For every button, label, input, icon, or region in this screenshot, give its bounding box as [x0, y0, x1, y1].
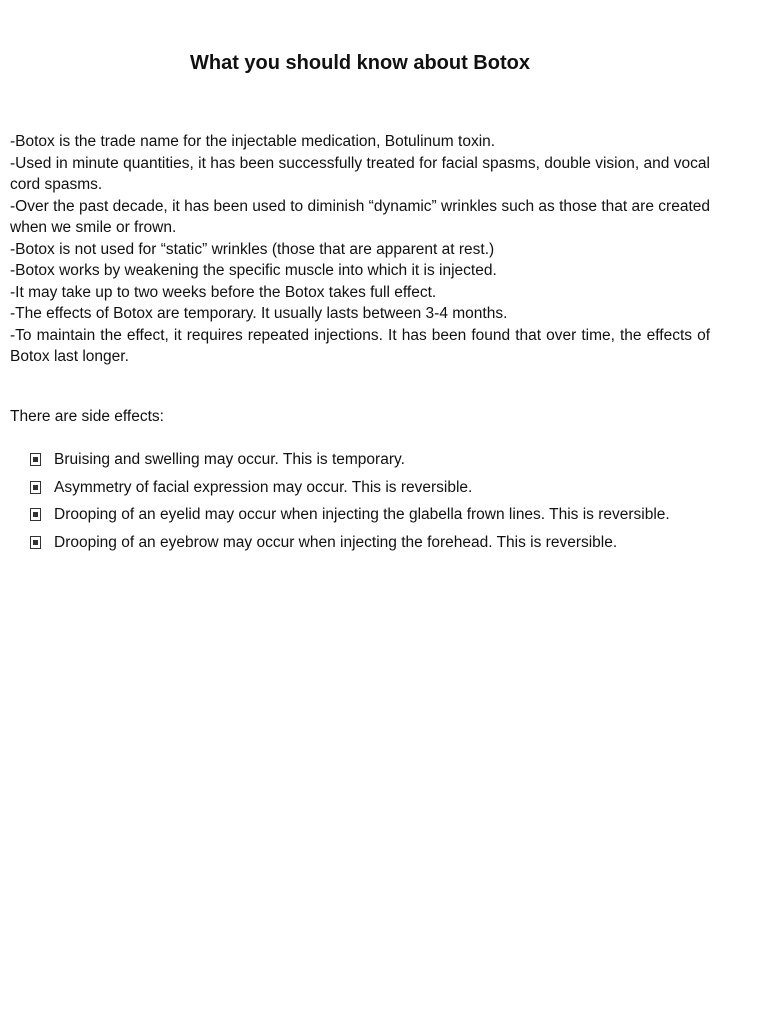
list-item: [30, 477, 730, 505]
square-bullet-icon: [30, 481, 41, 494]
paragraph: -Used in minute quantities, it has been successfully treated for facial spasms, double vision, and vocal cord spasms.: [10, 154, 710, 193]
list-item-text: Drooping of an eyebrow may occur when injecting the forehead. This is reversible.: [54, 533, 618, 551]
square-bullet-icon: [30, 536, 41, 549]
list-item-text: Bruising and swelling may occur. This is temporary.: [54, 451, 405, 468]
square-bullet-icon: [30, 508, 41, 521]
square-bullet-icon: [30, 453, 41, 466]
side-effects-list: [30, 449, 730, 559]
paragraph: -Botox is the trade name for the injectable medication, Botulinum toxin.: [10, 133, 496, 150]
list-item: [30, 449, 730, 477]
list-item: [30, 504, 730, 532]
paragraph: -Botox is not used for “static” wrinkles (those that are apparent at rest.): [10, 240, 495, 258]
list-item: [30, 532, 730, 560]
list-item-text: Asymmetry of facial expression may occur. This is reversible.: [54, 478, 473, 496]
paragraph: -To maintain the effect, it requires repeated injections. It has been found that over time, the effects of Botox last longer.: [10, 326, 710, 365]
page-title: What you should know about Botox: [190, 52, 530, 74]
paragraph: -The effects of Botox are temporary. It usually lasts between 3-4 months.: [10, 305, 508, 322]
paragraph: -Botox works by weakening the specific muscle into which it is injected.: [10, 262, 497, 279]
side-effects-heading: There are side effects:: [10, 408, 164, 425]
body-text: [10, 131, 710, 368]
paragraph: -It may take up to two weeks before the Botox takes full effect.: [10, 283, 437, 301]
list-item-text: Drooping of an eyelid may occur when injecting the glabella frown lines. This is reversible.: [54, 506, 670, 523]
paragraph: -Over the past decade, it has been used to diminish “dynamic” wrinkles such as those that are created when we smile or frown.: [10, 197, 710, 236]
